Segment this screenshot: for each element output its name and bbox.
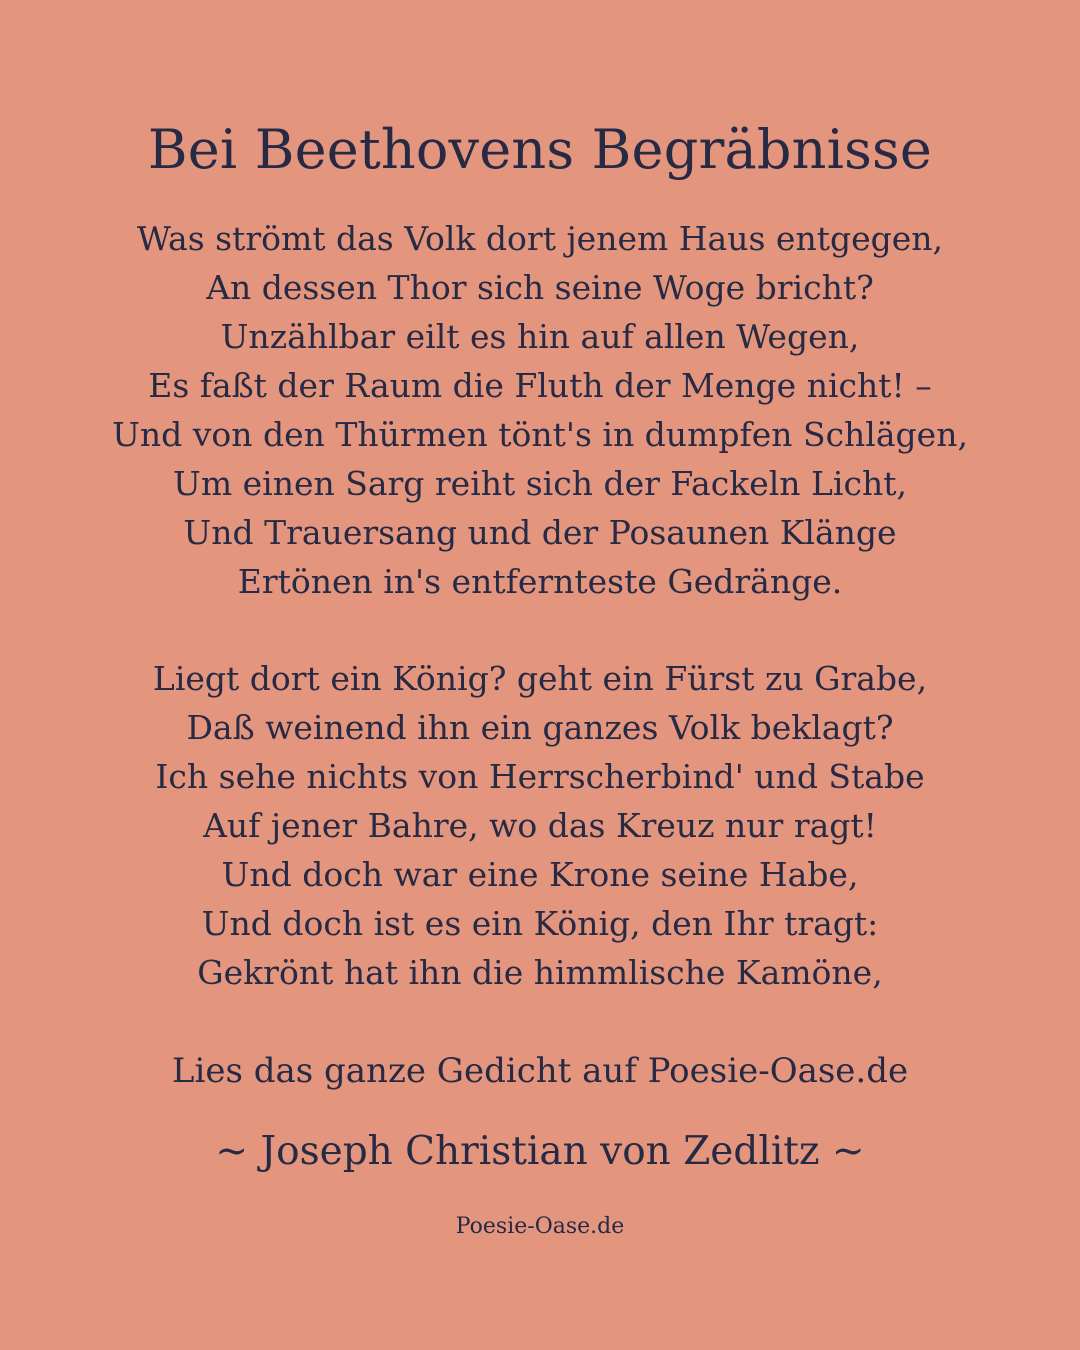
poem-line: Unzählbar eilt es hin auf allen Wegen, [220, 317, 860, 356]
poem-line: Gekrönt hat ihn die himmlische Kamöne, [197, 953, 883, 992]
author-name: ~ Joseph Christian von Zedlitz ~ [215, 1129, 865, 1174]
poem-line: Um einen Sarg reiht sich der Fackeln Licht, [173, 464, 907, 503]
poem-line: Daß weinend ihn ein ganzes Volk beklagt? [186, 708, 894, 747]
site-watermark: Poesie-Oase.de [455, 1214, 625, 1239]
poem-line: Ich sehe nichts von Herrscherbind' und Stabe [155, 757, 925, 796]
poem-line: Was strömt das Volk dort jenem Haus entgegen, [136, 219, 944, 258]
poem-line: Und doch war eine Krone seine Habe, [221, 855, 859, 894]
poem-line: An dessen Thor sich seine Woge bricht? [206, 268, 874, 307]
poem-line: Es faßt der Raum die Fluth der Menge nicht! – [148, 366, 932, 405]
poem-line: Und von den Thürmen tönt's in dumpfen Schlägen, [112, 415, 968, 454]
poem-line: Liegt dort ein König? geht ein Fürst zu Grabe, [152, 659, 928, 698]
read-full-poem-text: Lies das ganze Gedicht auf Poesie-Oase.de [171, 1051, 909, 1091]
poem-line: Ertönen in's entfernteste Gedränge. [237, 562, 843, 601]
stanza-1 [0, 214, 1080, 606]
stanza-2 [0, 654, 1080, 997]
poem-line: Und doch ist es ein König, den Ihr tragt: [201, 904, 879, 943]
poem-title: Bei Beethovens Begräbnisse [147, 118, 933, 181]
poem-line: Auf jener Bahre, wo das Kreuz nur ragt! [203, 806, 877, 845]
poem-line: Und Trauersang und der Posaunen Klänge [183, 513, 897, 552]
